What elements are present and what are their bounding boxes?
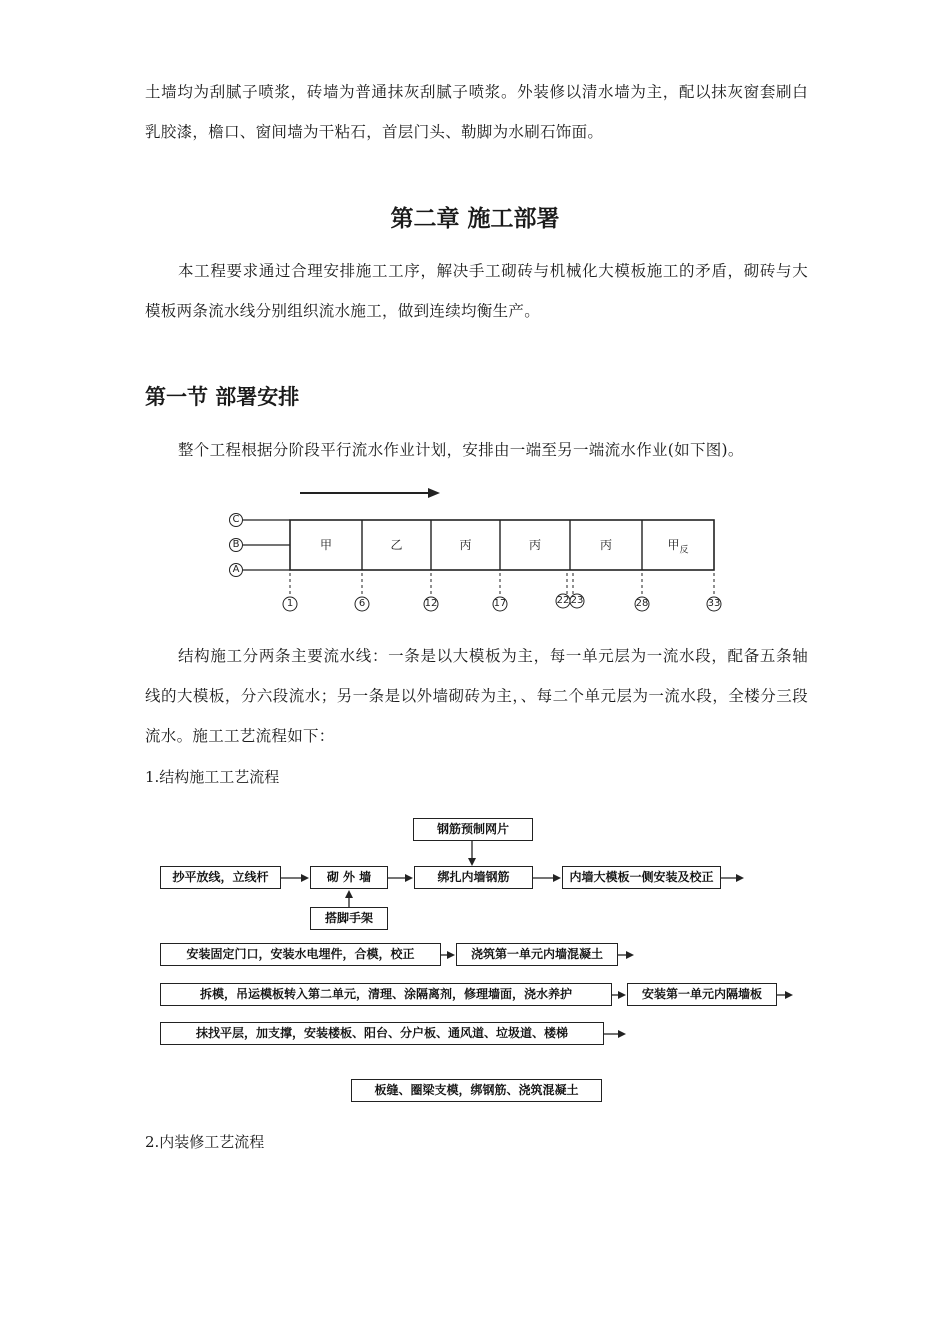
- segment-label: 乙: [390, 538, 403, 552]
- column-axis-label: 17: [493, 598, 507, 609]
- structure-paragraph: 结构施工分两条主要流水线：一条是以大模板为主，每一单元层为一流水段，配备五条轴线的大模板，分六段流水；另一条是以外墙砌砖为主，、每二个单元层为一流水段，全楼分三段流水。施工工艺流程如下：: [145, 647, 808, 745]
- flow-label-interior: 2.内装修工艺流程: [145, 1133, 265, 1151]
- row-axis-label-b: B: [232, 539, 240, 550]
- flow-step-demold: 拆模，吊运模板转入第二单元，清理、涂隔离剂，修理墙面，浇水养护: [160, 983, 612, 1006]
- flow-step-outer-wall: 砌 外 墙: [310, 866, 388, 889]
- column-axis-label: 33: [707, 598, 721, 609]
- flow-step-install-door: 安装固定门口，安装水电埋件，合模，校正: [160, 943, 441, 966]
- column-axis-label: 22: [556, 595, 570, 606]
- column-axis-label: 23: [570, 595, 584, 606]
- section-paragraph: 整个工程根据分阶段平行流水作业计划，安排由一端至另一端流水作业(如下图)。: [178, 441, 744, 459]
- segment-label: 丙: [459, 538, 472, 552]
- row-axis-label-a: A: [232, 564, 240, 575]
- flow-step-leveling: 抹找平层，加支撑，安装楼板、阳台、分户板、通风道、垃圾道、楼梯: [160, 1022, 604, 1045]
- flow-step-ring-beam: 板缝、圈梁支模，绑钢筋、浇筑混凝土: [351, 1079, 602, 1102]
- flow-step-pour-concrete: 浇筑第一单元内墙混凝土: [456, 943, 618, 966]
- flow-step-formwork: 内墙大模板一侧安装及校正: [562, 866, 721, 889]
- segment-label: 甲: [319, 538, 332, 552]
- flow-step-layout: 抄平放线，立线杆: [160, 866, 281, 889]
- flow-step-tie-rebar: 绑扎内墙钢筋: [414, 866, 533, 889]
- column-axis-label: 28: [635, 598, 649, 609]
- flow-step-rebar-prefab: 钢筋预制网片: [413, 818, 533, 841]
- flow-step-scaffold: 搭脚手架: [310, 907, 388, 930]
- row-axis-label-c: C: [232, 514, 240, 525]
- column-axis-label: 1: [286, 598, 294, 609]
- segment-label: 丙: [599, 538, 612, 552]
- chapter-paragraph: 本工程要求通过合理安排施工工序，解决手工砌砖与机械化大模板施工的矛盾，砌砖与大模板两条流水线分别组织流水施工，做到连续均衡生产。: [145, 262, 808, 320]
- intro-paragraph: 土墙均为刮腻子喷浆，砖墙为普通抹灰刮腻子喷浆。外装修以清水墙为主，配以抹灰窗套刷白乳胶漆，檐口、窗间墙为干粘石，首层门头、勒脚为水刷石饰面。: [145, 83, 808, 141]
- flow-label-structure: 1.结构施工工艺流程: [145, 768, 280, 786]
- flow-step-install-partition: 安装第一单元内隔墙板: [627, 983, 777, 1006]
- segment-label: 丙: [528, 538, 541, 552]
- column-axis-label: 6: [358, 598, 366, 609]
- segment-label-main: 甲: [667, 538, 680, 552]
- section-title: 第一节 部署安排: [145, 385, 300, 409]
- column-axis-label: 12: [424, 598, 438, 609]
- chapter-title: 第二章 施工部署: [390, 206, 560, 232]
- segment-label-sub: 反: [679, 545, 689, 556]
